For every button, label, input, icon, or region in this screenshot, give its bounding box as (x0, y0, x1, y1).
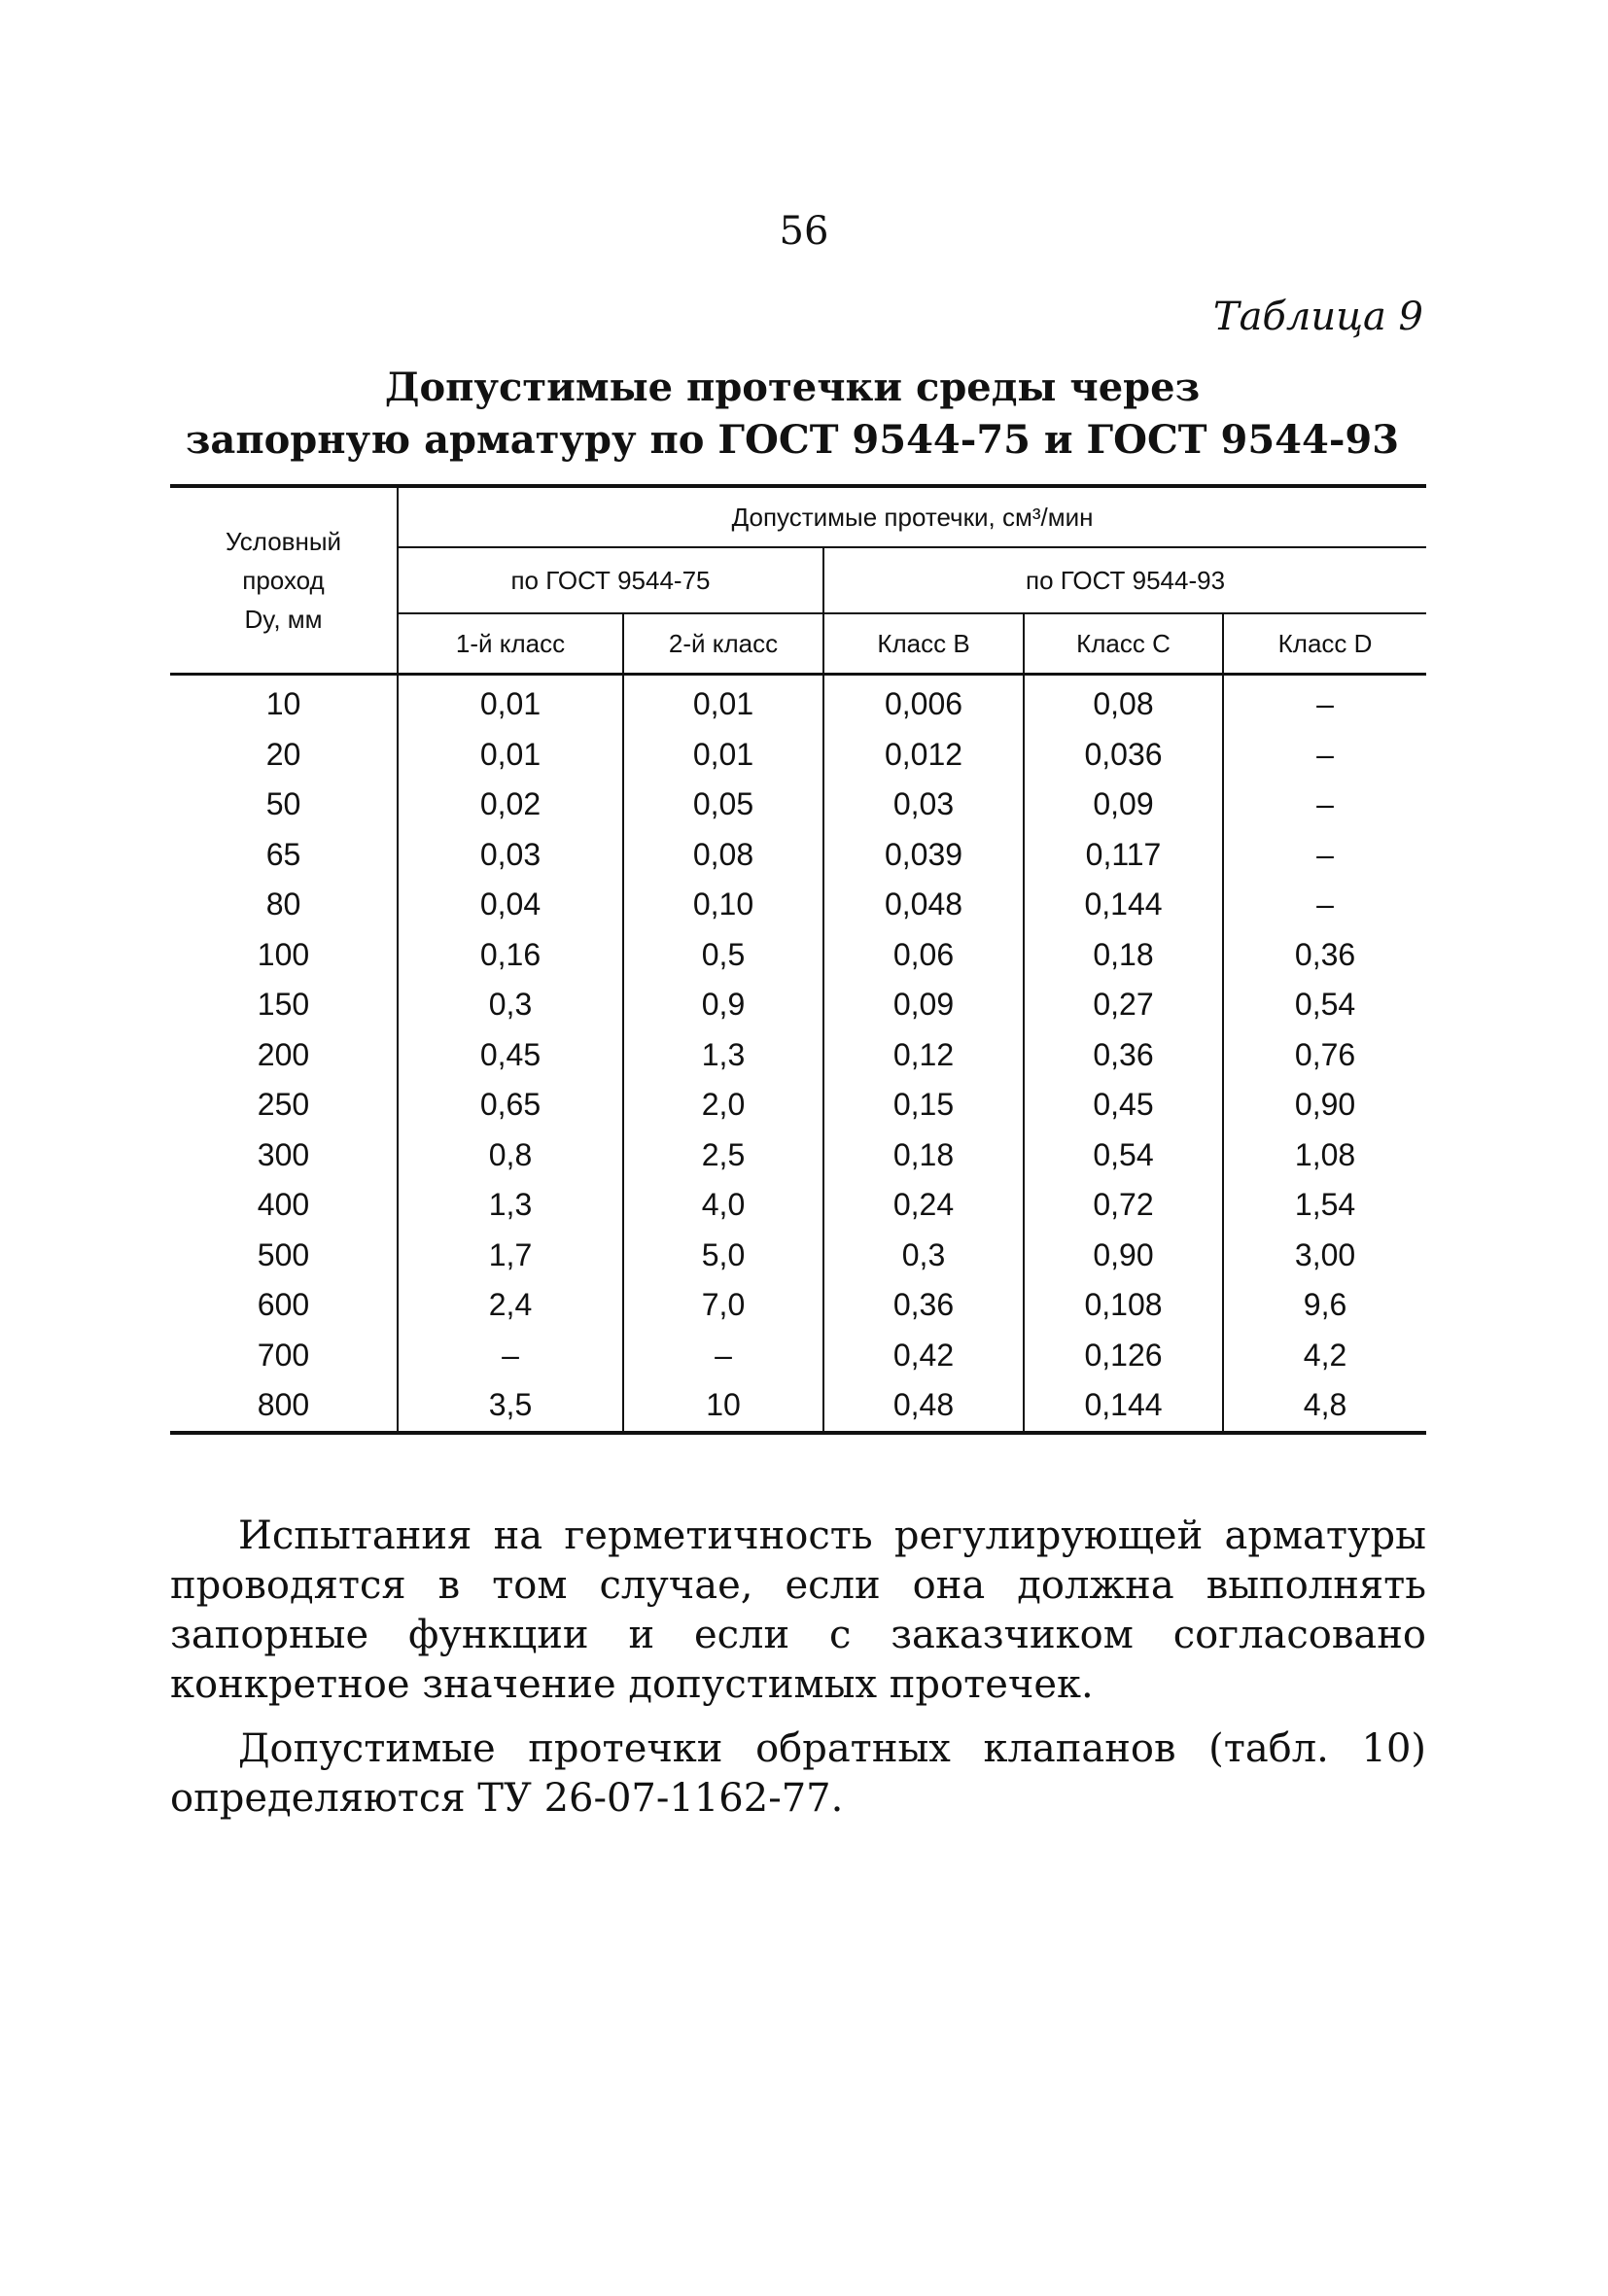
table-cell: 3,00 (1223, 1231, 1426, 1281)
table-cell: 0,01 (623, 730, 823, 781)
header-row-1 (170, 486, 1426, 547)
table-cell: 0,144 (1024, 880, 1223, 930)
table-cell: 0,144 (1024, 1380, 1223, 1433)
table-cell: 1,3 (398, 1180, 623, 1231)
table-cell: 0,006 (823, 675, 1024, 730)
table-cell: 0,12 (823, 1030, 1024, 1081)
table-row (170, 1331, 1426, 1381)
table-row (170, 1280, 1426, 1331)
table-row (170, 930, 1426, 981)
table-cell: 0,15 (823, 1080, 1024, 1131)
table-cell: 0,09 (1024, 780, 1223, 830)
table-cell: 0,36 (1223, 930, 1426, 981)
table-cell: 4,0 (623, 1180, 823, 1231)
table-cell: 20 (170, 730, 398, 781)
table-cell: 0,5 (623, 930, 823, 981)
table-cell: 150 (170, 980, 398, 1030)
table-cell: 0,18 (823, 1131, 1024, 1181)
table-cell: 0,06 (823, 930, 1024, 981)
table-row (170, 1030, 1426, 1081)
class-header: Класс С (1024, 613, 1223, 675)
table-cell: – (623, 1331, 823, 1381)
table-cell: 9,6 (1223, 1280, 1426, 1331)
table-cell: 0,09 (823, 980, 1024, 1030)
table-row (170, 980, 1426, 1030)
table-cell: 0,01 (398, 675, 623, 730)
table-cell: 0,117 (1024, 830, 1223, 881)
table-cell: 100 (170, 930, 398, 981)
table-cell: 0,65 (398, 1080, 623, 1131)
table-row (170, 830, 1426, 881)
table-cell: 2,0 (623, 1080, 823, 1131)
class-header: 2-й класс (623, 613, 823, 675)
table-cell: 0,01 (623, 675, 823, 730)
nominal-diameter-header-line-2: проход (242, 566, 325, 595)
table-cell: 0,039 (823, 830, 1024, 881)
body-text (170, 1512, 1426, 1824)
table-cell: 0,90 (1223, 1080, 1426, 1131)
table-cell: 0,3 (398, 980, 623, 1030)
table-cell: 0,03 (398, 830, 623, 881)
table-cell: 600 (170, 1280, 398, 1331)
table-cell: 0,126 (1024, 1331, 1223, 1381)
table-title-line-1: Допустимые протечки среды через (384, 365, 1201, 410)
table-row (170, 730, 1426, 781)
table-cell: 3,5 (398, 1380, 623, 1433)
paragraph: Допустимые протечки обратных клапанов (табл. 10) определяются ТУ 26-07-1162-77. (170, 1726, 1426, 1821)
table-title-line-2: запорную арматуру по ГОСТ 9544-75 и ГОСТ 9544-93 (185, 417, 1400, 463)
table-cell: 0,24 (823, 1180, 1024, 1231)
table-cell: 0,3 (823, 1231, 1024, 1281)
table-cell: 0,36 (823, 1280, 1024, 1331)
table-label: Таблица 9 (1212, 295, 1423, 339)
table-row (170, 1380, 1426, 1433)
table-cell: 0,08 (1024, 675, 1223, 730)
table-cell: 0,08 (623, 830, 823, 881)
table-row (170, 1131, 1426, 1181)
table-cell: – (1223, 730, 1426, 781)
table-cell: 1,08 (1223, 1131, 1426, 1181)
allowed-leakage-header: Допустимые протечки, см³/мин (398, 486, 1426, 547)
table-cell: 0,27 (1024, 980, 1223, 1030)
table-cell: 10 (623, 1380, 823, 1433)
table-cell: 5,0 (623, 1231, 823, 1281)
table-cell: 50 (170, 780, 398, 830)
table-row (170, 1180, 1426, 1231)
table-cell: – (1223, 675, 1426, 730)
table-cell: 800 (170, 1380, 398, 1433)
table-cell: 700 (170, 1331, 398, 1381)
table-cell: 1,7 (398, 1231, 623, 1281)
table-cell: 7,0 (623, 1280, 823, 1331)
table-cell: 0,02 (398, 780, 623, 830)
table-cell: 0,048 (823, 880, 1024, 930)
table-cell: 0,18 (1024, 930, 1223, 981)
table-cell: – (1223, 780, 1426, 830)
table-cell: 4,8 (1223, 1380, 1426, 1433)
page-number: 56 (779, 209, 829, 254)
table-cell: 0,42 (823, 1331, 1024, 1381)
table-cell: 80 (170, 880, 398, 930)
leakage-table (170, 484, 1426, 1435)
table-cell: 0,04 (398, 880, 623, 930)
table-cell: 1,54 (1223, 1180, 1426, 1231)
table-row (170, 880, 1426, 930)
table-cell: 250 (170, 1080, 398, 1131)
table-cell: – (398, 1331, 623, 1381)
table-cell: 0,05 (623, 780, 823, 830)
table-cell: 65 (170, 830, 398, 881)
table-cell: 0,54 (1024, 1131, 1223, 1181)
table-cell: 10 (170, 675, 398, 730)
table-cell: 200 (170, 1030, 398, 1081)
nominal-diameter-header-line-3: Dy, мм (244, 605, 323, 634)
table-cell: 1,3 (623, 1030, 823, 1081)
standard-header-gost-9544-75: по ГОСТ 9544-75 (398, 547, 823, 613)
table-cell: 0,108 (1024, 1280, 1223, 1331)
table-cell: 0,01 (398, 730, 623, 781)
table-cell: 0,76 (1223, 1030, 1426, 1081)
table-cell: 0,48 (823, 1380, 1024, 1433)
table-cell: 2,4 (398, 1280, 623, 1331)
table-cell: 400 (170, 1180, 398, 1231)
table-cell: 500 (170, 1231, 398, 1281)
table-row (170, 780, 1426, 830)
table-cell: – (1223, 830, 1426, 881)
paragraph: Испытания на герметичность регулирующей арматуры проводятся в том случае, если она должна выполнять запорные функции и если с заказчиком согласовано конкретное значение допустимых протечек. (170, 1513, 1426, 1707)
table-cell: 0,90 (1024, 1231, 1223, 1281)
table-cell: – (1223, 880, 1426, 930)
class-header: 1-й класс (398, 613, 623, 675)
table-title (165, 362, 1419, 467)
table-cell: 0,036 (1024, 730, 1223, 781)
table-cell: 0,45 (1024, 1080, 1223, 1131)
table-cell: 300 (170, 1131, 398, 1181)
table-cell: 0,10 (623, 880, 823, 930)
table-cell: 0,9 (623, 980, 823, 1030)
table-cell: 0,45 (398, 1030, 623, 1081)
table-cell: 4,2 (1223, 1331, 1426, 1381)
class-header: Класс В (823, 613, 1024, 675)
class-header: Класс D (1223, 613, 1426, 675)
nominal-diameter-header-line-1: Условный (225, 527, 342, 556)
table-row (170, 675, 1426, 730)
table-cell: 0,16 (398, 930, 623, 981)
table-cell: 0,54 (1223, 980, 1426, 1030)
table-cell: 0,012 (823, 730, 1024, 781)
table-row (170, 1080, 1426, 1131)
table-row (170, 1231, 1426, 1281)
table-cell: 0,03 (823, 780, 1024, 830)
table-cell: 2,5 (623, 1131, 823, 1181)
standard-header-gost-9544-93: по ГОСТ 9544-93 (823, 547, 1426, 613)
table-cell: 0,72 (1024, 1180, 1223, 1231)
table-cell: 0,8 (398, 1131, 623, 1181)
nominal-diameter-header (170, 486, 398, 675)
table-cell: 0,36 (1024, 1030, 1223, 1081)
